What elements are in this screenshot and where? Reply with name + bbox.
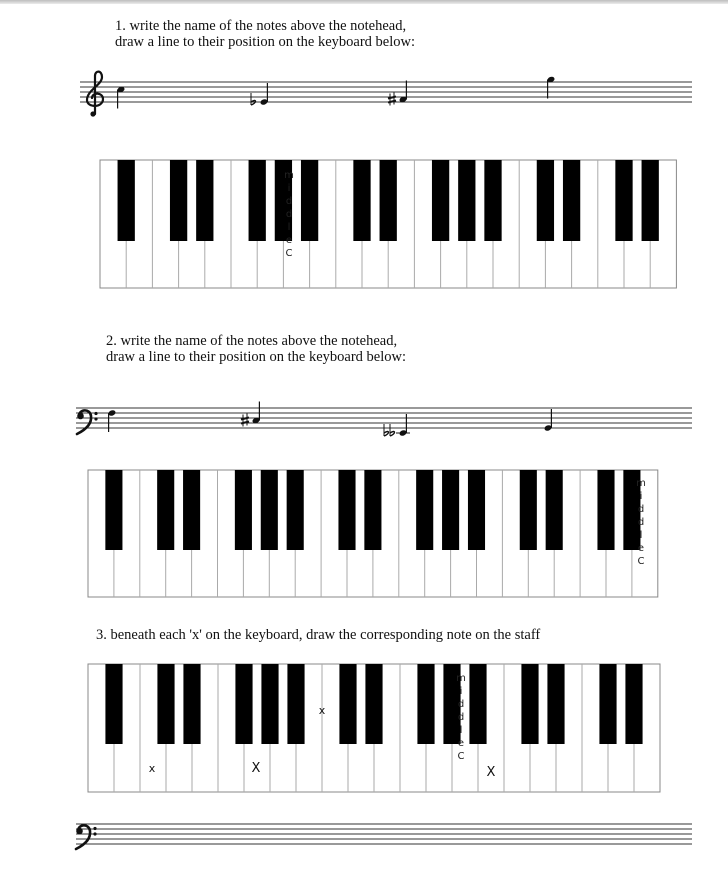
middle-c-letter: d xyxy=(457,699,465,710)
flat-sign xyxy=(384,424,389,436)
middle-c-letter: e xyxy=(637,543,645,554)
black-key xyxy=(105,470,122,550)
black-key xyxy=(521,664,538,744)
bass-clef-icon xyxy=(77,410,98,434)
middle-c-letter: e xyxy=(457,738,465,749)
bass-clef-lower-dot xyxy=(94,417,97,420)
black-key xyxy=(364,470,381,550)
black-key xyxy=(235,664,252,744)
black-key xyxy=(301,160,318,241)
flat-bowl xyxy=(251,100,256,105)
black-key xyxy=(287,664,304,744)
black-key xyxy=(468,470,485,550)
middle-c-letter: e xyxy=(285,235,293,246)
treble-clef-stroke xyxy=(87,72,103,114)
middle-c-letter: C xyxy=(285,248,293,259)
bass-clef-upper-dot xyxy=(93,827,96,830)
black-key xyxy=(235,470,252,550)
black-key xyxy=(170,160,187,241)
black-key xyxy=(599,664,616,744)
black-key xyxy=(183,664,200,744)
treble-clef-icon xyxy=(87,72,103,117)
black-key xyxy=(353,160,370,241)
black-key xyxy=(183,470,200,550)
black-key xyxy=(118,160,135,241)
middle-c-letter: m xyxy=(284,170,294,181)
keyboard-x-mark: x xyxy=(318,704,326,717)
exercise-3-line-1: 3. beneath each 'x' on the keyboard, draw the corresponding note on the staff xyxy=(96,627,541,643)
ex2-keyboard xyxy=(88,470,658,597)
ex3-keyboard xyxy=(88,664,660,792)
middle-c-letter: d xyxy=(285,209,293,220)
black-key xyxy=(338,470,355,550)
black-key xyxy=(157,470,174,550)
black-key xyxy=(625,664,642,744)
black-key xyxy=(261,664,278,744)
middle-c-letter: d xyxy=(285,196,293,207)
middle-c-letter: i xyxy=(287,183,291,194)
ex2-note xyxy=(544,409,553,432)
black-key xyxy=(469,664,486,744)
black-key xyxy=(597,470,614,550)
middle-c-letter: d xyxy=(637,504,645,515)
middle-c-letter: m xyxy=(636,478,646,489)
middle-c-letter: l xyxy=(459,725,463,736)
bass-clef-upper-dot xyxy=(94,412,97,415)
black-key xyxy=(563,160,580,241)
sharp-sign xyxy=(241,414,249,427)
middle-c-letter: C xyxy=(637,556,645,567)
exercise-1-line-1: 1. write the name of the notes above the notehead, xyxy=(115,18,407,34)
black-key xyxy=(196,160,213,241)
black-key xyxy=(249,160,266,241)
black-key xyxy=(520,470,537,550)
flat-sign xyxy=(390,424,395,436)
bass-clef-lower-dot xyxy=(93,832,96,835)
middle-c-letter: l xyxy=(639,530,643,541)
black-key xyxy=(416,470,433,550)
ex2-note xyxy=(108,409,117,432)
black-key xyxy=(546,470,563,550)
middle-c-letter: i xyxy=(639,491,643,502)
keyboard-x-mark: X xyxy=(251,761,261,776)
exercise-2-line-1: 2. write the name of the notes above the notehead, xyxy=(106,333,398,349)
black-key xyxy=(537,160,554,241)
middle-c-letter: m xyxy=(456,673,466,684)
black-key xyxy=(157,664,174,744)
bass-clef-stroke xyxy=(77,410,91,434)
sharp-sign xyxy=(388,93,396,106)
black-key xyxy=(365,664,382,744)
black-key xyxy=(642,160,659,241)
middle-c-letter: i xyxy=(459,686,463,697)
flat-bowl xyxy=(384,431,389,436)
black-key xyxy=(105,664,122,744)
ex1-keyboard xyxy=(100,160,676,288)
middle-c-letter: d xyxy=(637,517,645,528)
ex1-note xyxy=(260,83,269,106)
black-key xyxy=(432,160,449,241)
black-key xyxy=(261,470,278,550)
exercise-1-line-2: draw a line to their position on the keyboard below: xyxy=(115,34,415,50)
black-key xyxy=(458,160,475,241)
keyboard-x-mark: X xyxy=(486,765,496,780)
middle-c-letter: C xyxy=(457,751,465,762)
flat-sign xyxy=(251,93,256,105)
black-key xyxy=(484,160,501,241)
middle-c-letter: l xyxy=(287,222,291,233)
keyboard-x-mark: x xyxy=(148,762,156,775)
black-key xyxy=(417,664,434,744)
black-key xyxy=(442,470,459,550)
black-key xyxy=(547,664,564,744)
black-key xyxy=(339,664,356,744)
black-key xyxy=(615,160,632,241)
flat-bowl xyxy=(390,431,395,436)
black-key xyxy=(380,160,397,241)
ex2-note xyxy=(399,414,408,437)
middle-c-letter: d xyxy=(457,712,465,723)
treble-clef-tail xyxy=(90,111,95,116)
exercise-2-line-2: draw a line to their position on the keyboard below: xyxy=(106,349,406,365)
black-key xyxy=(287,470,304,550)
